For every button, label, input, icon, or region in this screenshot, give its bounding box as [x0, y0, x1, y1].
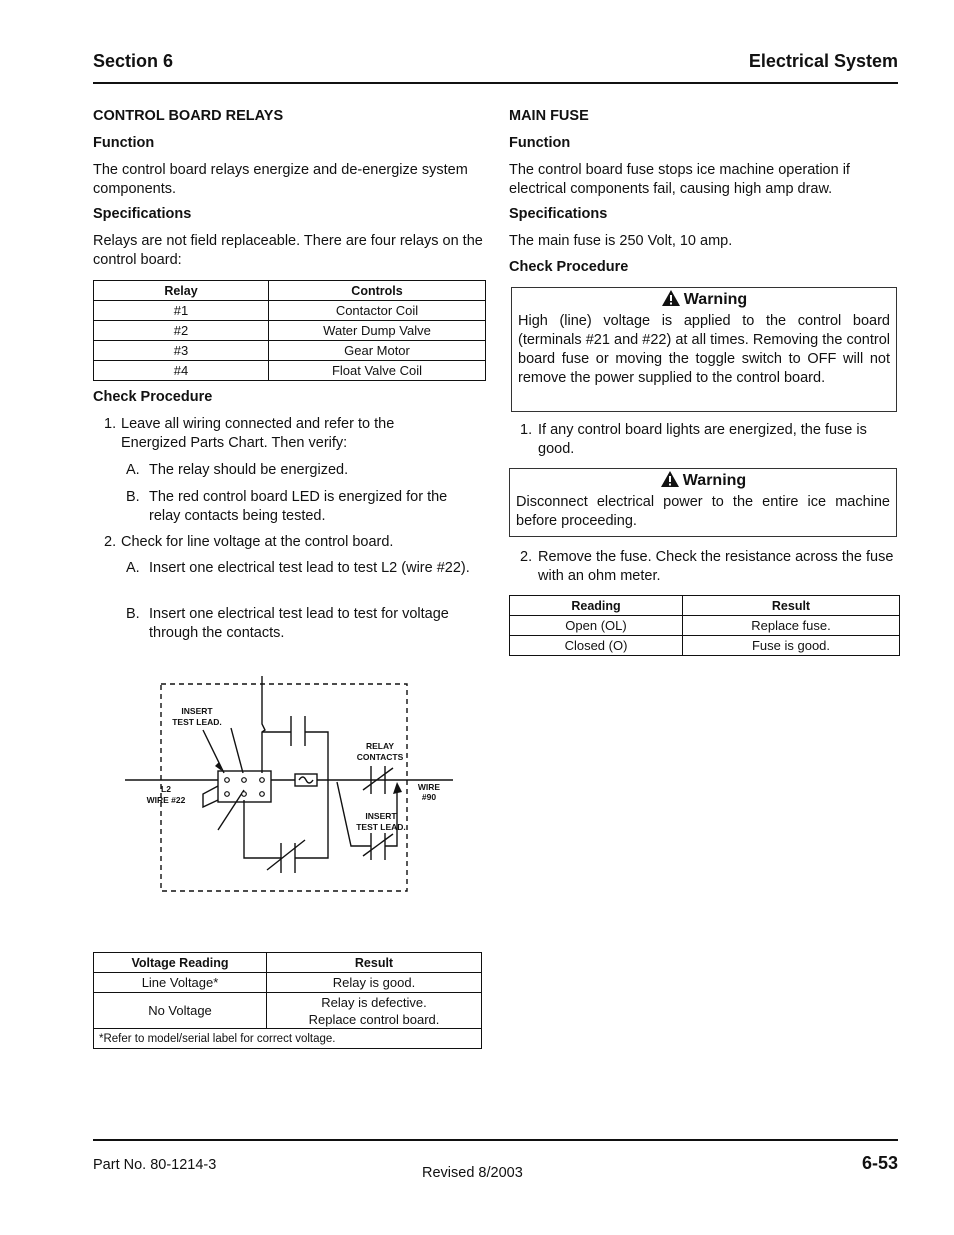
warning-icon	[661, 289, 681, 307]
step-number: 2.	[520, 549, 533, 565]
fuse-step2-text: Remove the fuse. Check the resistance across the fuse with an ohm meter.	[538, 549, 894, 584]
diagram-label: WIRE #22	[146, 795, 186, 805]
voltage-table-header: Result	[267, 953, 482, 973]
diagram-label: INSERT	[181, 706, 213, 716]
fuse-table-header: Result	[683, 596, 900, 616]
relays-step1b-text: The red control board LED is energized for the relay contacts being tested.	[149, 489, 448, 524]
relays-step1a-text: The relay should be energized.	[149, 462, 349, 478]
relays-step2a-text: Insert one electrical test lead to test L2 (wire #22).	[149, 560, 470, 576]
table-row	[94, 993, 482, 1029]
table-cell: #4	[94, 361, 269, 381]
table-cell: Line Voltage*	[94, 973, 267, 993]
warning-text: High (line) voltage is applied to the control board (terminals #21 and #22) at all times. Removing the control board fuse or moving the toggle switch to OFF will not remove the power supplied to the control board.	[518, 313, 890, 386]
fuse-heading: MAIN FUSE	[509, 108, 589, 124]
warning-title	[516, 469, 890, 493]
part-number: Part No. 80-1214-3	[93, 1157, 217, 1173]
relay-table	[93, 280, 486, 381]
relay-table-header: Relay	[94, 281, 269, 301]
fuse-step1-text: If any control board lights are energized, the fuse is good.	[538, 422, 867, 457]
warning-title-text: Warning	[683, 291, 748, 308]
relays-heading: CONTROL BOARD RELAYS	[93, 108, 284, 124]
table-cell: #3	[94, 341, 269, 361]
table-cell: Fuse is good.	[683, 636, 900, 656]
table-cell: #2	[94, 321, 269, 341]
table-row	[94, 973, 482, 993]
warning-title-text: Warning	[682, 472, 747, 489]
fuse-table-header: Reading	[510, 596, 683, 616]
step-letter: B.	[126, 606, 140, 622]
table-cell: Closed (O)	[510, 636, 683, 656]
voltage-table-header: Voltage Reading	[94, 953, 267, 973]
table-cell: Replace fuse.	[683, 616, 900, 636]
fuse-spec-heading: Specifications	[509, 206, 608, 222]
relays-step2b-text: Insert one electrical test lead to test for voltage through the contacts.	[149, 606, 449, 641]
relay-test-diagram	[115, 670, 465, 900]
diagram-label: RELAY	[365, 741, 395, 751]
fuse-check-heading: Check Procedure	[509, 259, 629, 275]
revision-date: Revised 8/2003	[422, 1165, 523, 1181]
warning-icon	[660, 470, 680, 488]
table-row	[510, 616, 900, 636]
result-line: Replace control board.	[308, 1011, 440, 1027]
step-letter: B.	[126, 489, 140, 505]
table-note: *Refer to model/serial label for correct voltage.	[94, 1029, 482, 1049]
step-number: 1.	[520, 422, 533, 438]
warning-box-disconnect	[509, 468, 897, 537]
footer-rule	[93, 1139, 898, 1141]
step-letter: A.	[126, 560, 140, 576]
relays-spec-heading: Specifications	[93, 206, 192, 222]
warning-box-line-voltage	[511, 287, 897, 412]
relays-step2-text: Check for line voltage at the control board.	[121, 534, 394, 550]
diagram-label: INSERT	[365, 811, 397, 821]
table-row	[94, 1029, 482, 1049]
table-cell: Float Valve Coil	[269, 361, 486, 381]
step-number: 1.	[104, 416, 117, 432]
section-label: Section 6	[93, 51, 174, 71]
table-row	[94, 301, 486, 321]
relays-spec-text: Relays are not field replaceable. There are four relays on the control board:	[93, 233, 483, 268]
fuse-table	[509, 595, 900, 656]
relays-check-heading: Check Procedure	[93, 389, 213, 405]
diagram-label: TEST LEAD.	[356, 822, 406, 832]
table-row	[94, 341, 486, 361]
table-cell: Open (OL)	[510, 616, 683, 636]
diagram-label: L2	[161, 784, 171, 794]
table-row	[510, 636, 900, 656]
diagram-label: CONTACTS	[356, 752, 404, 762]
page-title: Electrical System	[748, 51, 898, 71]
fuse-spec-text: The main fuse is 250 Volt, 10 amp.	[509, 233, 733, 249]
relays-step1-text: Leave all wiring connected and refer to the Energized Parts Chart. Then verify:	[121, 416, 395, 451]
table-cell: #1	[94, 301, 269, 321]
diagram-label: WIRE	[417, 782, 441, 792]
relays-function-heading: Function	[93, 135, 155, 151]
relays-function-text: The control board relays energize and de-energize system components.	[93, 162, 468, 197]
warning-title	[518, 288, 890, 312]
table-cell: Relay is good.	[267, 973, 482, 993]
table-cell: No Voltage	[94, 993, 267, 1029]
warning-text: Disconnect electrical power to the entire ice machine before proceeding.	[516, 494, 890, 529]
diagram-label: #90	[421, 792, 437, 802]
step-letter: A.	[126, 462, 140, 478]
page-number: 6-53	[861, 1153, 898, 1173]
relay-table-header: Controls	[269, 281, 486, 301]
fuse-function-text: The control board fuse stops ice machine operation if electrical components fail, causing high amp draw.	[509, 162, 850, 197]
table-cell: Water Dump Valve	[269, 321, 486, 341]
table-row	[94, 321, 486, 341]
header-rule	[93, 82, 898, 84]
table-row	[94, 361, 486, 381]
table-cell: Contactor Coil	[269, 301, 486, 321]
step-number: 2.	[104, 534, 117, 550]
diagram-label: TEST LEAD.	[172, 717, 222, 727]
table-cell: Gear Motor	[269, 341, 486, 361]
voltage-table	[93, 952, 482, 1049]
fuse-function-heading: Function	[509, 135, 571, 151]
result-line: Relay is defective.	[321, 994, 427, 1010]
table-cell	[267, 993, 482, 1029]
